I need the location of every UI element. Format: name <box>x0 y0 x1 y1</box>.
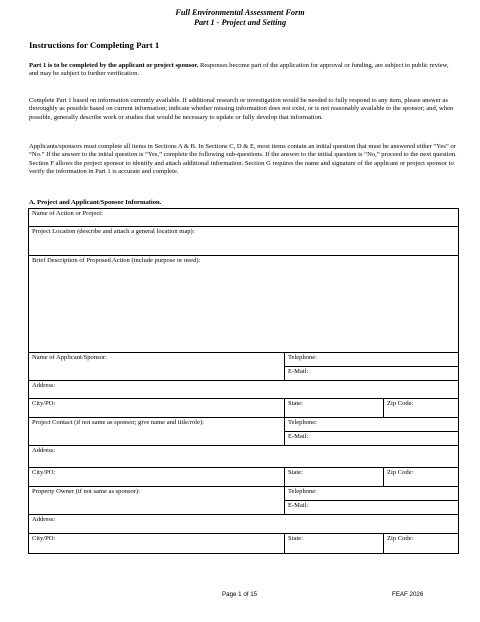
contact-name-field[interactable]: Project Contact (if not same as sponsor; give name and title/role): <box>29 418 285 446</box>
owner-zip-field[interactable]: Zip Code: <box>384 534 459 554</box>
applicant-name-field[interactable]: Name of Applicant/Sponsor: <box>29 353 285 381</box>
contact-address-field[interactable]: Address: <box>29 446 459 468</box>
instructions-paragraph-3: Applicants/sponsors must complete all items in Sections A & B. In Sections C, D & E, most items contain an initial question that must be answered either “Yes” or “No.” If the answer to the initial question is “Yes,” complete the following sub-questions. If the answer to the initial question is “No,” proceed to the next question. Section F allows the project sponsor to identify and attach additional information. Section G requires the name and signature of the applicant or project sponsor to verify the information in Part 1 is accurate and complete. <box>29 143 457 175</box>
owner-state-field[interactable]: State: <box>285 534 384 554</box>
instructions-paragraph-2: Complete Part 1 based on information currently available. If additional research or investigation would be needed to fully respond to any item, please answer as thoroughly as possible based on current information; indicate whether missing information does not exist, or is not reasonably available to the sponsor; and, when possible, generally describe work or studies that would be necessary to update or fully develop that information. <box>29 97 454 121</box>
page-number: Page 1 of 15 <box>222 591 258 598</box>
owner-city-field[interactable]: City/PO: <box>29 534 285 554</box>
instructions-heading: Instructions for Completing Part 1 <box>29 40 160 50</box>
contact-telephone-field[interactable]: Telephone: <box>285 418 459 432</box>
project-sponsor-table <box>28 208 459 554</box>
paragraph-1-emphasis: Part 1 is to be completed by the applicant or project sponsor. <box>29 62 199 69</box>
form-title: Full Environmental Assessment Form <box>175 8 305 17</box>
brief-description-field[interactable]: Brief Description of Proposed Action (include purpose or need): <box>29 256 459 353</box>
owner-name-field[interactable]: Property Owner (if not same as sponsor): <box>29 487 285 515</box>
paragraph-1-text: Responses become part of the application for approval or funding, are subject to public review, and may be subject to further verification. <box>29 62 449 78</box>
name-of-action-field[interactable]: Name of Action or Project: <box>29 209 459 227</box>
owner-telephone-field[interactable]: Telephone: <box>285 487 459 501</box>
applicant-telephone-field[interactable]: Telephone: <box>285 353 459 367</box>
contact-city-field[interactable]: City/PO: <box>29 468 285 487</box>
applicant-zip-field[interactable]: Zip Code: <box>384 399 459 418</box>
contact-zip-field[interactable]: Zip Code: <box>384 468 459 487</box>
instructions-paragraph-1 <box>29 62 457 79</box>
form-id: FEAF 2026 <box>392 591 424 598</box>
form-subtitle: Part 1 - Project and Setting <box>193 18 287 27</box>
owner-email-field[interactable]: E-Mail: <box>285 501 459 515</box>
contact-state-field[interactable]: State: <box>285 468 384 487</box>
project-location-field[interactable]: Project Location (describe and attach a general location map): <box>29 227 459 256</box>
applicant-email-field[interactable]: E-Mail: <box>285 367 459 381</box>
applicant-state-field[interactable]: State: <box>285 399 384 418</box>
applicant-city-field[interactable]: City/PO: <box>29 399 285 418</box>
applicant-address-field[interactable]: Address: <box>29 381 459 399</box>
contact-email-field[interactable]: E-Mail: <box>285 432 459 446</box>
owner-address-field[interactable]: Address: <box>29 515 459 534</box>
section-a-label: A. Project and Applicant/Sponsor Information. <box>29 199 162 206</box>
